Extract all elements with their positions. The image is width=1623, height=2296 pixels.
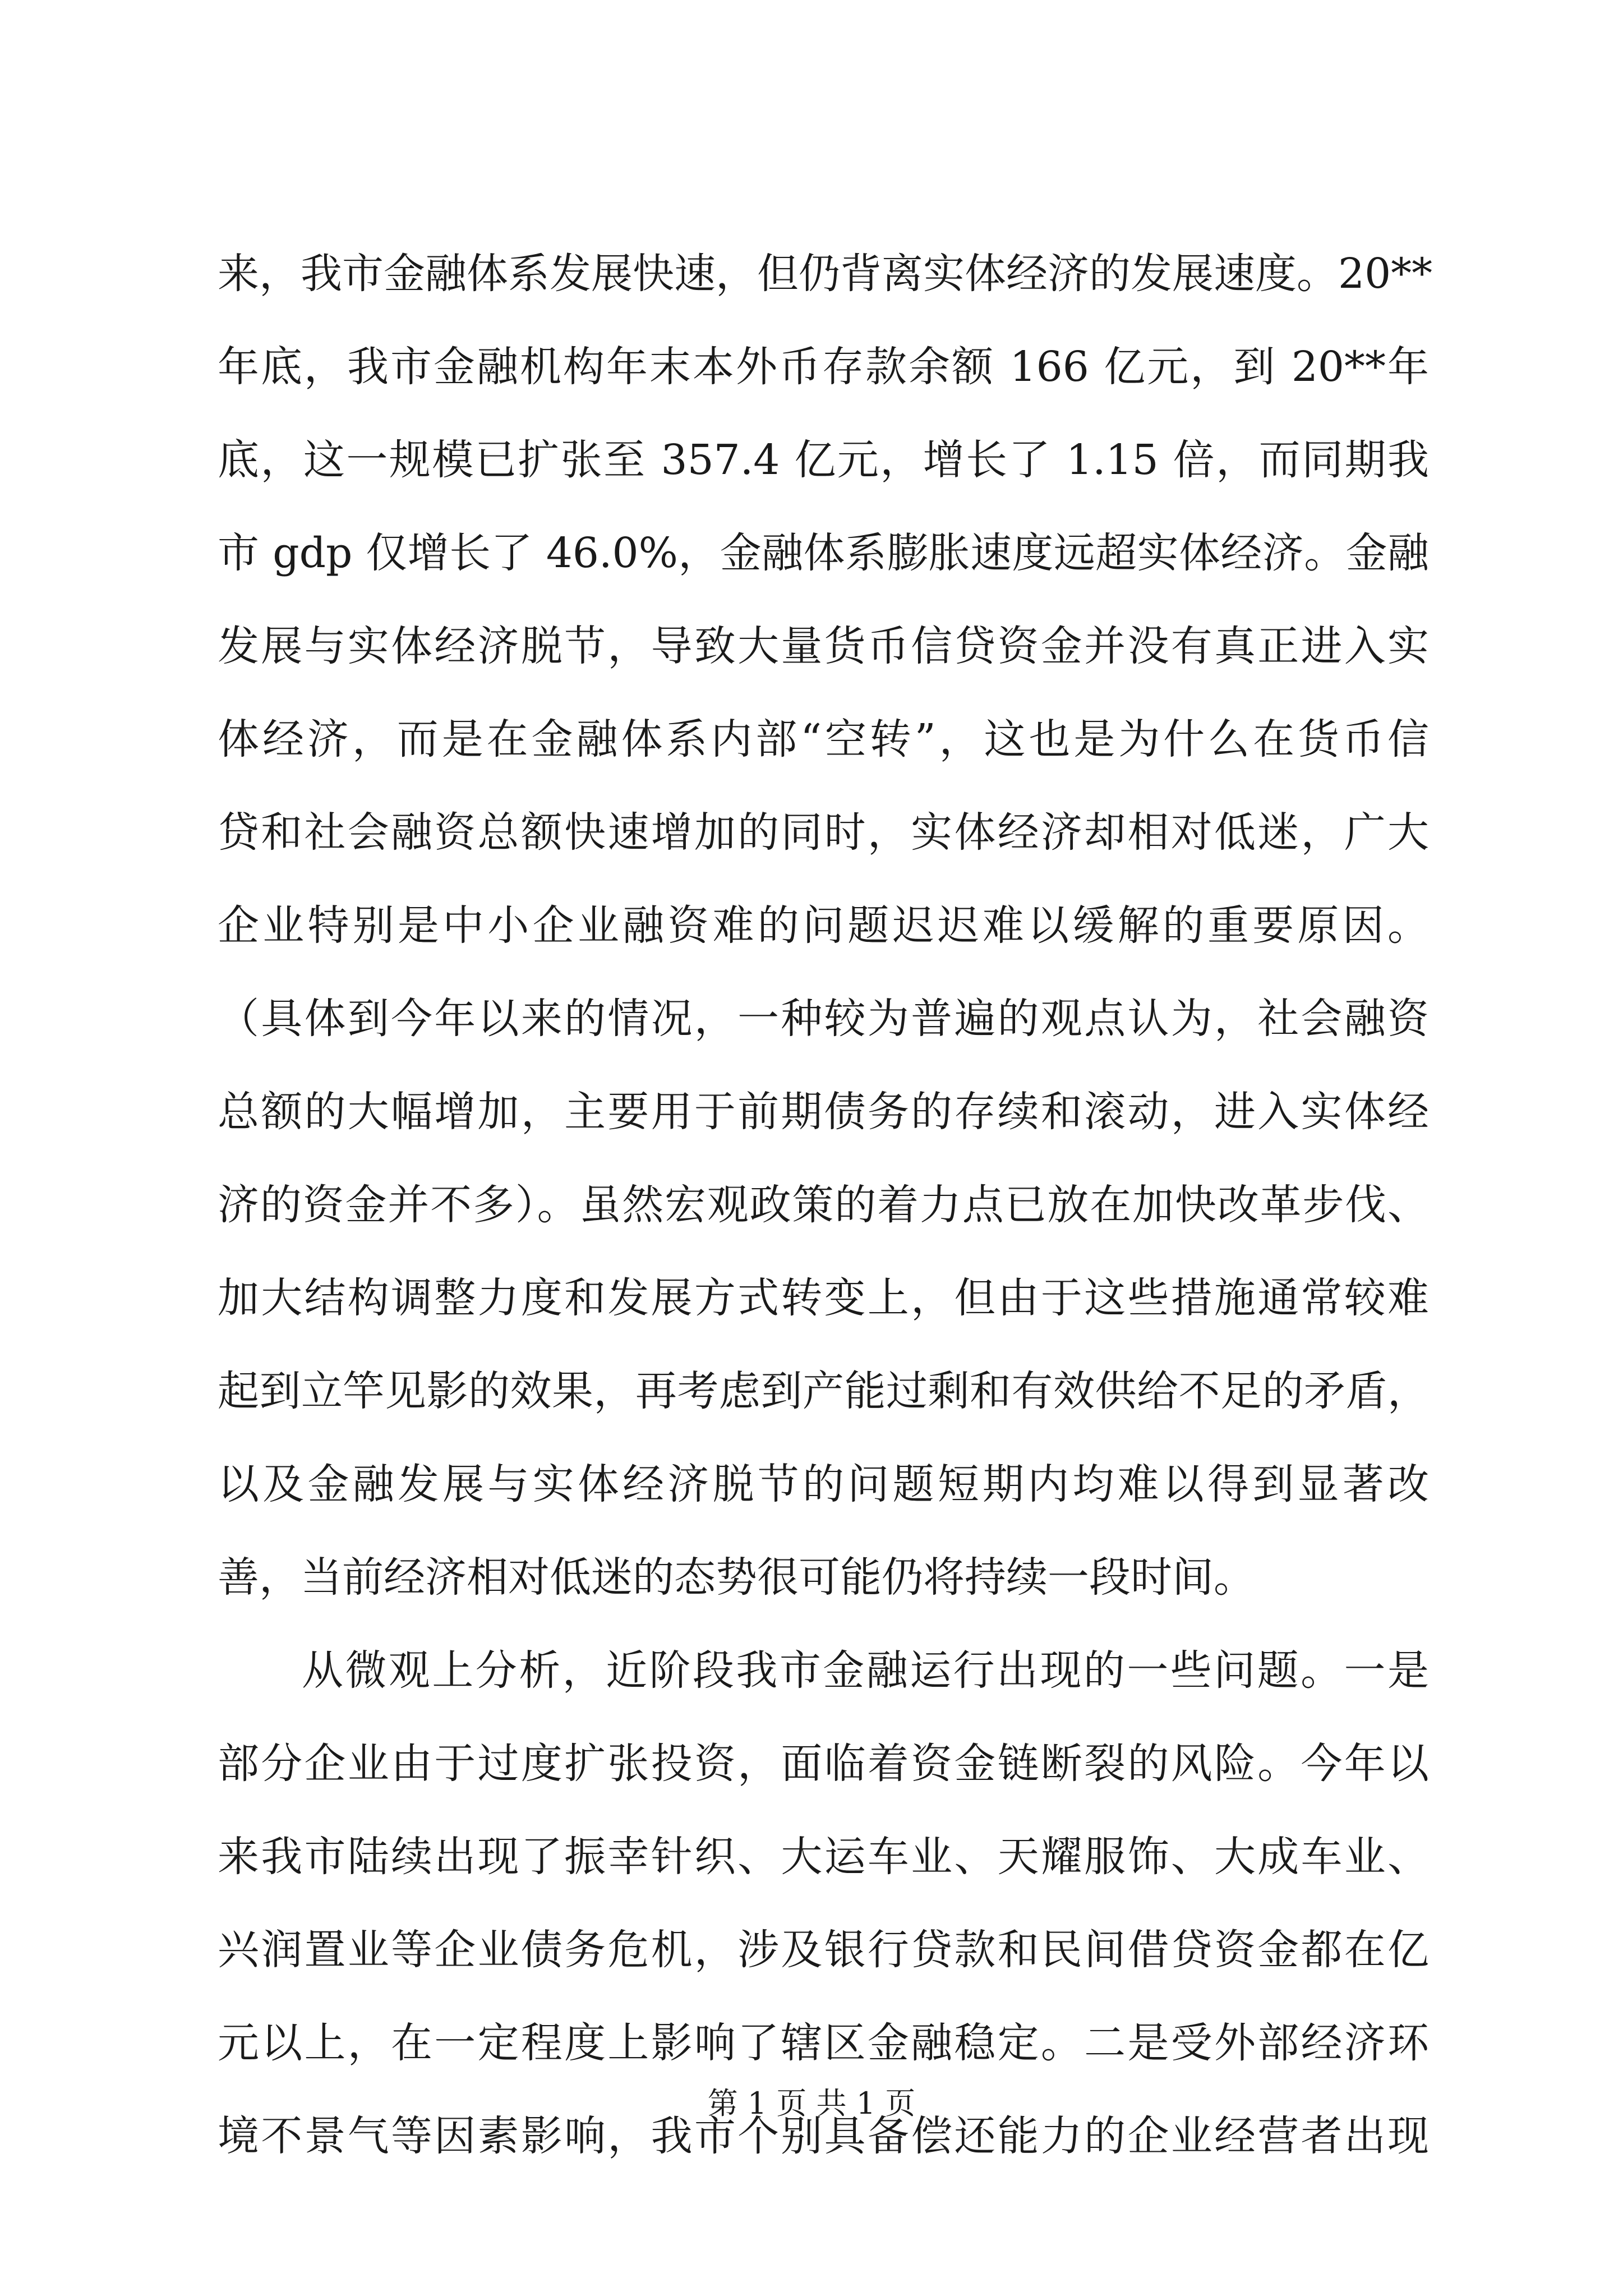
text-line: 企业特别是中小企业融资难的问题迟迟难以缓解的重要原因。 [218, 901, 1429, 950]
body-text [218, 227, 1433, 2183]
text-line: 体经济，而是在金融体系内部“空转”，这也是为什么在货币信 [218, 715, 1429, 763]
text-line: 兴润置业等企业债务危机，涉及银行贷款和民间借贷资金都在亿 [218, 1926, 1429, 1974]
text-line: 起到立竿见影的效果，再考虑到产能过剩和有效供给不足的矛盾， [218, 1367, 1429, 1415]
text-line: 底，这一规模已扩张至 357.4 亿元，增长了 1.15 倍，而同期我 [218, 436, 1429, 484]
text-line: 加大结构调整力度和发展方式转变上，但由于这些措施通常较难 [218, 1274, 1429, 1322]
text-line: 来我市陆续出现了振幸针织、大运车业、天耀服饰、大成车业、 [218, 1833, 1429, 1881]
text-line: 发展与实体经济脱节，导致大量货币信贷资金并没有真正进入实 [218, 622, 1429, 670]
text-line: （具体到今年以来的情况，一种较为普遍的观点认为，社会融资 [218, 995, 1429, 1043]
text-line: 济的资金并不多）。虽然宏观政策的着力点已放在加快改革步伐、 [218, 1181, 1429, 1229]
text-line: 总额的大幅增加，主要用于前期债务的存续和滚动，进入实体经 [218, 1088, 1429, 1136]
page-number-label: 第 1 页 共 1 页 [707, 2086, 916, 2121]
text-line: 来，我市金融体系发展快速，但仍背离实体经济的发展速度。20** [218, 250, 1433, 298]
text-line: 善，当前经济相对低迷的态势很可能仍将持续一段时间。 [218, 1553, 1255, 1602]
text-line: 市 gdp 仅增长了 46.0%，金融体系膨胀速度远超实体经济。金融 [218, 529, 1429, 577]
text-line: 贷和社会融资总额快速增加的同时，实体经济却相对低迷，广大 [218, 808, 1429, 857]
text-line: 元以上，在一定程度上影响了辖区金融稳定。二是受外部经济环 [218, 2019, 1429, 2067]
page-footer [0, 2084, 1623, 2123]
text-line: 以及金融发展与实体经济脱节的问题短期内均难以得到显著改 [218, 1460, 1429, 1508]
text-line: 年底，我市金融机构年末本外币存款余额 166 亿元，到 20**年 [218, 343, 1429, 391]
paragraph-first-line: 从微观上分析，近阶段我市金融运行出现的一些问题。一是 [302, 1646, 1429, 1695]
text-line: 部分企业由于过度扩张投资，面临着资金链断裂的风险。今年以 [218, 1740, 1429, 1788]
text-line: 境不景气等因素影响，我市个别具备偿还能力的企业经营者出现 [218, 2112, 1429, 2160]
